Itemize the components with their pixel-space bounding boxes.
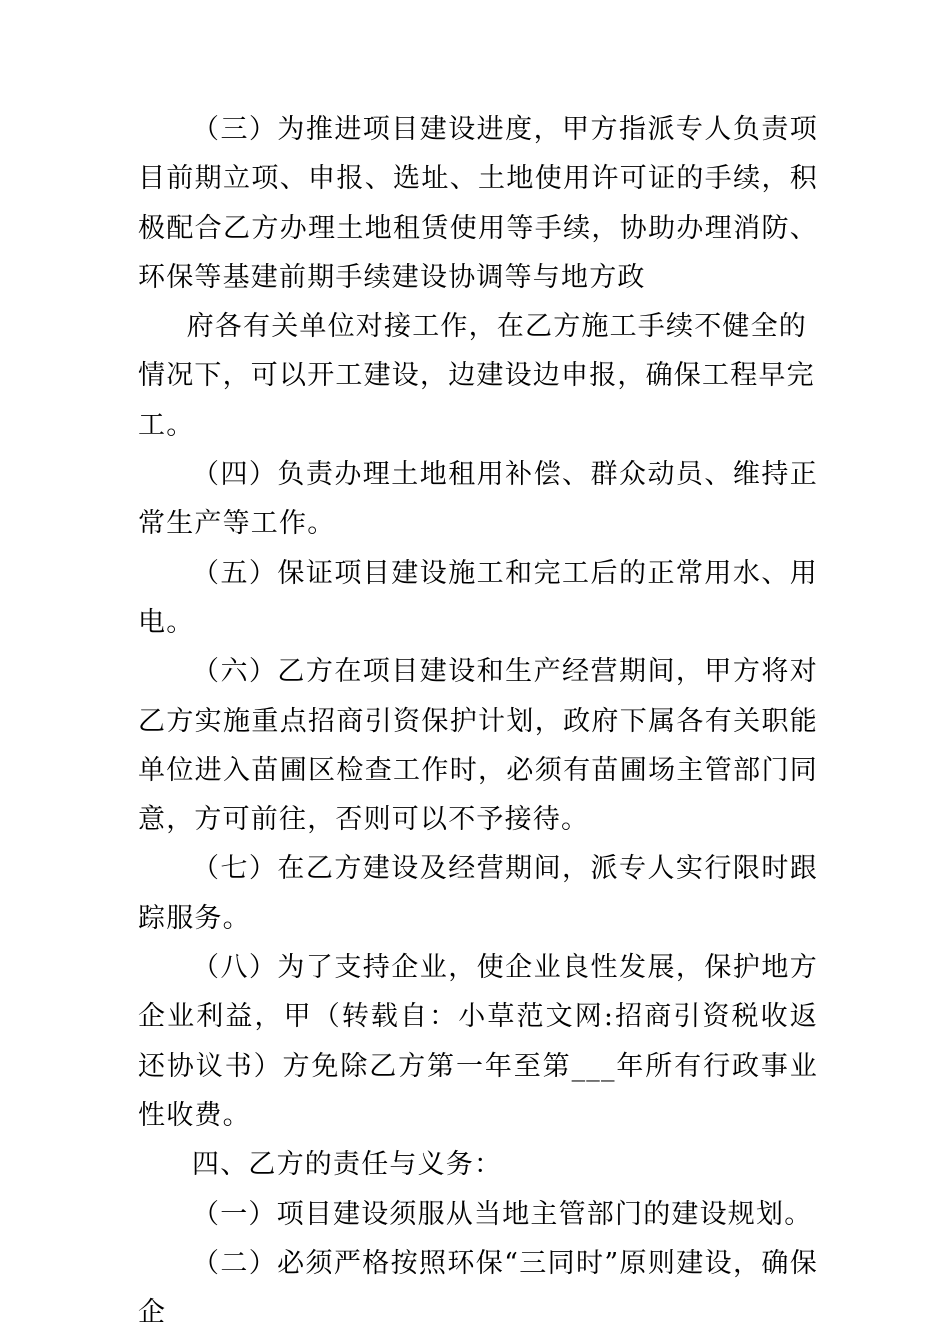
document-body: [138, 105, 818, 1337]
paragraph-6: （六）乙方在项目建设和生产经营期间，甲方将对乙方实施重点招商引资保护计划，政府下属各有关职能单位进入苗圃区检查工作时，必须有苗圃场主管部门同意，方可前往，否则可以不予接待。: [138, 656, 818, 836]
paragraph-4: （四）负责办理土地租用补偿、群众动员、维持正常生产等工作。: [138, 459, 818, 540]
paragraph-continuation: 府各有关单位对接工作，在乙方施工手续不健全的情况下，可以开工建设，边建设边申报，确保工程早完工。: [138, 311, 815, 441]
paragraph-8: （八）为了支持企业，使企业良性发展，保护地方企业利益，甲（转载自：小草范文网:招商引资税收返还协议书）方免除乙方第一年至第___年所有行政事业性收费。: [138, 952, 818, 1131]
section-heading-party-b: 四、乙方的责任与义务：: [192, 1149, 503, 1181]
paragraph-b-2: （二）必须严格按照环保“三同时”原则建设，确保企: [138, 1247, 818, 1329]
paragraph-b-1: （一）项目建设须服从当地主管部门的建设规划。: [192, 1198, 813, 1230]
paragraph-5: （五）保证项目建设施工和完工后的正常用水、用电。: [138, 557, 818, 638]
paragraph-3: （三）为推进项目建设进度，甲方指派专人负责项目前期立项、申报、选址、土地使用许可证的手续，积极配合乙方办理土地租赁使用等手续，协助办理消防、环保等基建前期手续建设协调等与地方政: [138, 114, 818, 293]
paragraph-7: （七）在乙方建设及经营期间，派专人实行限时跟踪服务。: [138, 853, 818, 934]
